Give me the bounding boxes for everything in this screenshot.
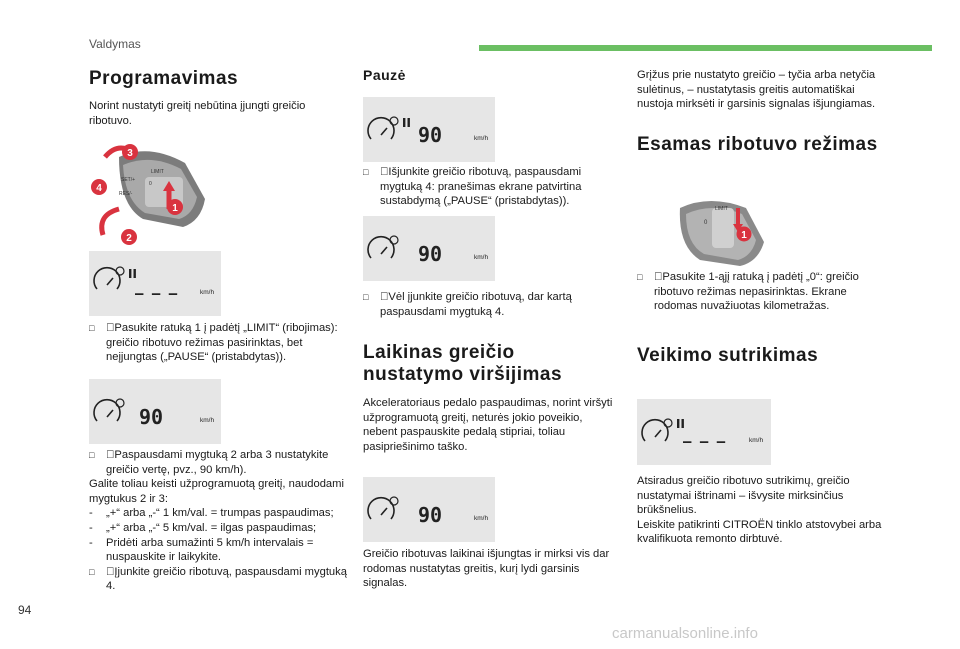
step-2: □ Paspausdami mygtuką 2 arba 3 nustatykite greičio vertę, pvz., 90 km/h). <box>89 449 329 476</box>
current-mode-title: Esamas ribotuvo režimas <box>637 133 878 155</box>
speed-limiter-icon <box>89 379 221 444</box>
display-unit: km/h <box>200 417 215 424</box>
column-2-pause-step <box>363 165 613 209</box>
speed-limiter-icon <box>637 399 771 465</box>
dash-item-2: - „+“ arba „-“ 5 km/val. = ilgas paspaudimas; <box>89 521 317 534</box>
badge-3-label: 3 <box>127 148 133 159</box>
step-mode: □ Pasukite 1-ąjį ratuką į padėtį „0“: greičio ribotuvo režimas nepasirinktas. Ekrane rodomas nuvažiuotas kilometražas. <box>637 271 859 313</box>
column-3-middle <box>637 270 887 367</box>
exceed-text: Akceleratoriaus pedalo paspaudimas, norint viršyti užprogramuotą greitį, neturės jokio poveikio, nebent paspauskite pedalą stipriai, toliau pasipriešinimo taško. <box>363 397 613 453</box>
checkbox-icon: □ <box>363 292 369 302</box>
pause-title: Pauzė <box>363 67 406 83</box>
checkbox-icon: □ <box>89 566 95 577</box>
step-pause: □ Išjunkite greičio ribotuvą, paspausdami mygtuką 4: pranešimas ekrane patvirtina sustabdymą („PAUSE“ (pristabdytas)). <box>363 166 582 208</box>
section-title: Valdymas <box>89 37 141 51</box>
column-1 <box>89 68 349 128</box>
watermark: carmanualsonline.info <box>612 625 758 642</box>
step-2b: Galite toliau keisti užprogramuotą greitį, naudodami mygtukus 2 ir 3: <box>89 478 344 505</box>
step-3: □ Įjunkite greičio ribotuvą, paspausdami mygtuką 4. <box>89 565 347 593</box>
display-set-speed <box>89 379 221 444</box>
speed-limiter-icon <box>363 477 495 542</box>
column-2-bottom <box>363 547 613 591</box>
column-1-steps-b <box>89 448 351 594</box>
display-unit: km/h <box>474 515 489 522</box>
exceed-title: Laikinas greičio nustatymo viršijimas <box>363 342 563 386</box>
lever-limit-label: LIMIT <box>151 169 164 175</box>
fault-title: Veikimo sutrikimas <box>637 344 819 366</box>
display-unit: km/h <box>474 254 489 261</box>
display-speed: 90 <box>418 503 443 527</box>
badge-2-label: 2 <box>126 233 132 244</box>
step-1: □ Pasukite ratuką 1 į padėtį „LIMIT“ (ribojimas): greičio ribotuvo režimas pasirinktas, bet neįjungtas („PAUSE“ (pristabdytas)). <box>89 322 338 364</box>
display-speed: 90 <box>418 242 443 266</box>
display-pause <box>363 97 495 162</box>
lever-off-label: 0 <box>149 181 152 187</box>
lever-illustration-2 <box>660 190 772 270</box>
fault-text: Atsiradus greičio ribotuvo sutrikimų, greičio nustatymai ištrinami – išvysite mirksinčius brūkšnelius. <box>637 475 850 517</box>
speed-limiter-icon <box>89 251 221 316</box>
display-unit: km/h <box>749 437 764 444</box>
speed-limiter-icon <box>363 216 495 281</box>
column-2-middle <box>363 290 613 455</box>
checkbox-icon: □ <box>89 323 95 333</box>
dash-item-1: - „+“ arba „-“ 1 km/val. = trumpas paspaudimas; <box>89 507 334 520</box>
exceed-text-2: Greičio ribotuvas laikinai išjungtas ir mirksi vis dar rodomas nustatytas greitis, kurį lydi garsinis signalas. <box>363 548 610 590</box>
display-resumed <box>363 216 495 281</box>
dash-item-3: - Pridėti arba sumažinti 5 km/h intervalais = nuspauskite ir laikykite. <box>89 536 314 564</box>
column-2-top <box>363 68 623 83</box>
display-speed: – – – <box>135 286 178 302</box>
page-number: 94 <box>18 603 32 617</box>
checkbox-icon: □ <box>89 450 95 460</box>
lever-illustration <box>89 135 219 245</box>
badge-1-label: 1 <box>172 203 178 214</box>
display-unit: km/h <box>200 289 215 296</box>
badge-4-label: 4 <box>96 183 102 194</box>
section-bar <box>479 45 932 51</box>
column-3-top <box>637 68 887 156</box>
return-text: Grįžus prie nustatyto greičio – tyčia arba netyčia sulėtinus, – nustatytasis greitis automatiškai nustoja mirksėti ir garsinis signalas išjungiamas. <box>637 69 876 111</box>
display-unit: km/h <box>474 135 489 142</box>
badge-1-label: 1 <box>741 230 747 241</box>
display-speed: – – – <box>683 434 726 450</box>
display-fault <box>637 399 771 465</box>
lever-set-label: SET/+ <box>121 177 136 183</box>
column-1-steps-a <box>89 321 349 365</box>
programming-intro: Norint nustatyti greitį nebūtina įjungti greičio ribotuvo. <box>89 100 306 127</box>
display-speed: 90 <box>418 123 443 147</box>
display-exceed <box>363 477 495 542</box>
speed-limiter-icon <box>363 97 495 162</box>
lever-limit-label: LIMIT <box>715 206 728 212</box>
checkbox-icon: □ <box>363 167 369 177</box>
display-limit-pause <box>89 251 221 316</box>
lever-res-label: RES/- <box>119 191 133 197</box>
step-resume: □ Vėl įjunkite greičio ribotuvą, dar kartą paspausdami mygtuką 4. <box>363 291 572 318</box>
programming-title: Programavimas <box>89 68 239 89</box>
display-speed: 90 <box>139 405 164 429</box>
column-3-bottom <box>637 474 887 547</box>
checkbox-icon: □ <box>637 272 643 282</box>
fault-text-2: Leiskite patikrinti CITROËN tinklo atstovybei arba kvalifikuota remonto dirbtuvė. <box>637 518 882 546</box>
lever-off-label: 0 <box>704 220 708 226</box>
